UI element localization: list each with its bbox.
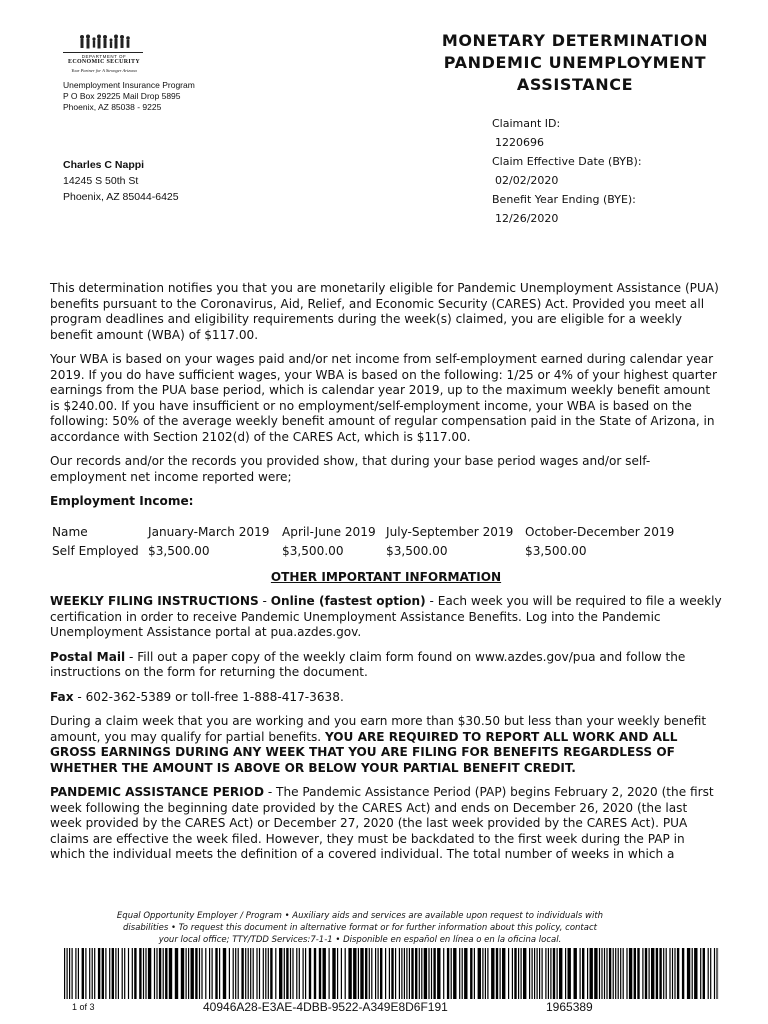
barcode-bar (181, 948, 184, 999)
weekly-filing-label: WEEKLY FILING INSTRUCTIONS (50, 594, 259, 608)
barcode-bar (92, 948, 93, 999)
barcode-bar (557, 948, 558, 999)
barcode-bar (512, 948, 513, 999)
effective-date-value: 02/02/2020 (495, 174, 559, 187)
barcode-bar (634, 948, 636, 999)
barcode-bar (532, 948, 533, 999)
barcode-bar (626, 948, 627, 999)
barcode-bar (580, 948, 581, 999)
cell-q1: $3,500.00 (148, 543, 210, 558)
barcode-bar (337, 948, 338, 999)
barcode-bar (615, 948, 616, 999)
barcode-bar (433, 948, 435, 999)
barcode-bar (215, 948, 217, 999)
barcode-bar (229, 948, 230, 999)
barcode-bar (474, 948, 475, 999)
document-barcode (64, 948, 719, 999)
barcode-bar (275, 948, 276, 999)
barcode-bar (378, 948, 379, 999)
weekly-online-label: Online (fastest option) (270, 594, 426, 608)
claim-details (492, 114, 642, 228)
barcode-bar (609, 948, 611, 999)
paragraph-partial-benefits (50, 714, 722, 776)
barcode-bar (590, 948, 593, 999)
barcode-bar (462, 948, 463, 999)
barcode-bar (102, 948, 104, 999)
footer-line-1: Equal Opportunity Employer / Program • Auxiliary aids and services are available upon request to individuals with (116, 911, 604, 921)
cell-q4: $3,500.00 (525, 543, 587, 558)
barcode-bar (409, 948, 410, 999)
barcode-bar (437, 948, 440, 999)
barcode-bar (401, 948, 402, 999)
barcode-bar (491, 948, 494, 999)
barcode-bar (145, 948, 146, 999)
barcode-bar (365, 948, 367, 999)
postal-mail-label: Postal Mail (50, 649, 126, 664)
barcode-bar (290, 948, 291, 999)
barcode-bar (453, 948, 456, 999)
barcode-bar (156, 948, 157, 999)
barcode-bar (94, 948, 95, 999)
cell-q2: $3,500.00 (282, 543, 344, 558)
document-id: 40946A28-E3AE-4DBB-9522-A349E8D6F191 (203, 1000, 448, 1014)
barcode-bar (284, 948, 285, 999)
sender-address (63, 80, 195, 113)
barcode-bar (464, 948, 467, 999)
footer-line-3: your local office; TTY/TDD Services:7-1-1 • Disponible en español en línea o en la oficina local. (158, 935, 562, 945)
barcode-bar (348, 948, 351, 999)
other-info-heading: OTHER IMPORTANT INFORMATION (270, 569, 502, 584)
sender-city: Phoenix, AZ 85038 - 9225 (63, 102, 162, 112)
barcode-bar (565, 948, 566, 999)
barcode-bar (132, 948, 133, 999)
footer-line-2: disabilities • To request this document in alternative format or for further information about this policy, contact (123, 923, 597, 933)
barcode-bar (259, 948, 260, 999)
barcode-bar (248, 948, 249, 999)
barcode-bar (447, 948, 449, 999)
barcode-bar (163, 948, 164, 999)
barcode-bar (651, 948, 654, 999)
col-header-q1: January-March 2019 (148, 524, 270, 539)
barcode-bar (700, 948, 701, 999)
barcode-bar (682, 948, 684, 999)
barcode-bar (371, 948, 372, 999)
recipient-address (63, 157, 179, 205)
title-line-2: PANDEMIC UNEMPLOYMENT (443, 53, 707, 72)
barcode-bar (82, 948, 84, 999)
barcode-bar (443, 948, 444, 999)
pap-text: - The Pandemic Assistance Period (PAP) begins February 2, 2020 (the first week following the beginning date provided by the CARES Act) and ends on December 26, 2020 (the last week provided by the CARES Act) or December 27, 2020 (the last week provided by the CARES Act). PUA claims are effective the week filed. However, they must be backdated to the first week during the PAP in which the individual meets the definition of a covered individual. The total number of weeks in which a (50, 785, 714, 861)
col-header-q4: October-December 2019 (525, 524, 675, 539)
barcode-bar (404, 948, 405, 999)
table-row (52, 542, 674, 561)
col-header-name: Name (52, 524, 88, 539)
barcode-bar (692, 948, 693, 999)
barcode-bar (710, 948, 711, 999)
paragraph-postal-mail (50, 650, 722, 681)
barcode-bar (415, 948, 417, 999)
barcode-bar (421, 948, 422, 999)
barcode-bar (620, 948, 621, 999)
barcode-bar (319, 948, 321, 999)
barcode-bar (487, 948, 488, 999)
barcode-bar (523, 948, 526, 999)
partial-benefits-text: During a claim week that you are working and you earn more than $30.50 but less than your weekly benefit amount, you may qualify for partial benefits. (50, 714, 707, 744)
barcode-bar (618, 948, 619, 999)
barcode-bar (568, 948, 571, 999)
barcode-bar (385, 948, 386, 999)
barcode-bar (112, 948, 114, 999)
des-logo-figures (78, 34, 132, 52)
barcode-bar (268, 948, 269, 999)
barcode-bar (395, 948, 396, 999)
barcode-bar (521, 948, 522, 999)
barcode-bar (559, 948, 562, 999)
income-table (52, 523, 674, 561)
barcode-bar (649, 948, 650, 999)
logo-dept-line: DEPARTMENT OF (81, 54, 127, 59)
barcode-bar (67, 948, 68, 999)
barcode-bar (716, 948, 717, 999)
recipient-city: Phoenix, AZ 85044-6425 (63, 191, 179, 203)
barcode-bar (534, 948, 535, 999)
barcode-bar (72, 948, 73, 999)
barcode-bar (714, 948, 715, 999)
barcode-bar (199, 948, 200, 999)
barcode-bar (186, 948, 187, 999)
barcode-bar (502, 948, 505, 999)
recipient-name: Charles C Nappi (63, 159, 145, 171)
barcode-bar (642, 948, 643, 999)
paragraph-pandemic-period (50, 785, 722, 863)
barcode-bar (500, 948, 501, 999)
paragraph-eligibility: This determination notifies you that you are monetarily eligible for Pandemic Unemployment Assistance (PUA) benefits pursuant to the Coronavirus, Aid, Relief, and Economic Security (CARES) Act. Provided you meet all program deadlines and eligibility requirements during the week(s) claimed, you are eligible for a weekly benefit amount (WBA) of $117.00. (50, 281, 719, 342)
claimant-id-label: Claimant ID: (492, 117, 561, 130)
barcode-bar (303, 948, 304, 999)
barcode-bar (419, 948, 420, 999)
employment-income-heading: Employment Income: (50, 494, 194, 508)
barcode-bar (253, 948, 254, 999)
barcode-bar (139, 948, 141, 999)
barcode-bar (195, 948, 197, 999)
barcode-bar (482, 948, 483, 999)
title-line-3: ASSISTANCE (516, 75, 634, 94)
barcode-bar (613, 948, 614, 999)
barcode-bar (241, 948, 243, 999)
barcode-bar (159, 948, 161, 999)
document-number: 1965389 (546, 1000, 593, 1014)
barcode-bar (209, 948, 210, 999)
barcode-bar (323, 948, 326, 999)
title-line-1: MONETARY DETERMINATION (441, 31, 709, 50)
barcode-bar (508, 948, 509, 999)
paragraph-records: Our records and/or the records you provided show, that during your base period wages and/or self-employment net income reported were; (50, 454, 651, 484)
barcode-bar (188, 948, 189, 999)
barcode-bar (496, 948, 498, 999)
weekly-dash: - (258, 594, 271, 608)
barcode-bar (256, 948, 257, 999)
barcode-bar (360, 948, 363, 999)
logo-divider (63, 52, 143, 53)
paragraph-weekly-filing (50, 594, 722, 641)
barcode-bar (165, 948, 167, 999)
barcode-bar (154, 948, 155, 999)
logo-tagline: Your Partner for A Stronger Arizona (71, 68, 137, 73)
barcode-bar (75, 948, 76, 999)
barcode-bar (128, 948, 129, 999)
barcode-bar (314, 948, 316, 999)
barcode-bar (201, 948, 202, 999)
barcode-bar (599, 948, 600, 999)
barcode-bar (212, 948, 213, 999)
barcode-bar (270, 948, 272, 999)
barcode-bar (124, 948, 125, 999)
barcode-bar (594, 948, 597, 999)
pap-label: PANDEMIC ASSISTANCE PERIOD (50, 785, 264, 799)
col-header-q2: April-June 2019 (282, 524, 376, 539)
barcode-bar (545, 948, 546, 999)
partial-benefits-warning: YOU ARE REQUIRED TO REPORT ALL WORK AND ALL GROSS EARNINGS DURING ANY WEEK THAT YOU ARE FILING FOR BENEFITS REGARDLESS OF WHETHER THE AMOUNT IS ABOVE OR BELOW YOUR PARTIAL BENEFIT CREDIT. (50, 729, 678, 775)
barcode-bar (148, 948, 151, 999)
barcode-bar (548, 948, 549, 999)
barcode-bar (514, 948, 516, 999)
barcode-bar (143, 948, 144, 999)
sender-mail: P O Box 29225 Mail Drop 5895 (63, 91, 181, 101)
barcode-bar (601, 948, 602, 999)
barcode-bar (687, 948, 690, 999)
logo-agency-name: ECONOMIC SECURITY (68, 59, 140, 65)
col-header-q3: July-September 2019 (386, 524, 514, 539)
barcode-bar (219, 948, 220, 999)
barcode-bar (537, 948, 538, 999)
barcode-bar (358, 948, 359, 999)
barcode-bar (369, 948, 370, 999)
barcode-bar (459, 948, 460, 999)
barcode-bar (233, 948, 234, 999)
barcode-bar (134, 948, 136, 999)
barcode-bar (299, 948, 300, 999)
barcode-bar (424, 948, 427, 999)
barcode-bar (550, 948, 551, 999)
barcode-bar (663, 948, 664, 999)
barcode-bar (250, 948, 251, 999)
barcode-bar (263, 948, 264, 999)
benefit-year-ending-label: Benefit Year Ending (BYE): (492, 193, 636, 206)
barcode-bar (451, 948, 452, 999)
sender-program: Unemployment Insurance Program (63, 80, 195, 90)
barcode-bar (629, 948, 632, 999)
barcode-bar (332, 948, 335, 999)
barcode-bar (478, 948, 481, 999)
cell-q3: $3,500.00 (386, 543, 448, 558)
benefit-year-ending-value: 12/26/2020 (495, 212, 559, 225)
barcode-bar (286, 948, 288, 999)
barcode-bar (606, 948, 607, 999)
barcode-bar (105, 948, 106, 999)
barcode-bar (703, 948, 705, 999)
barcode-bar (411, 948, 413, 999)
barcode-bar (391, 948, 393, 999)
barcode-bar (623, 948, 624, 999)
barcode-bar (223, 948, 226, 999)
barcode-bar (245, 948, 246, 999)
barcode-bar (389, 948, 390, 999)
barcode-bar (353, 948, 356, 999)
barcode-bar (677, 948, 679, 999)
barcode-bar (89, 948, 90, 999)
barcode-bar (341, 948, 342, 999)
barcode-bar (109, 948, 110, 999)
barcode-bar (98, 948, 100, 999)
claimant-id-value: 1220696 (495, 136, 544, 149)
fax-text: - 602-362-5389 or toll-free 1-888-417-3638. (73, 689, 344, 704)
recipient-street: 14245 S 50th St (63, 175, 139, 187)
barcode-bar (235, 948, 236, 999)
barcode-bar (329, 948, 330, 999)
barcode-bar (672, 948, 673, 999)
barcode-bar (380, 948, 382, 999)
barcode-bar (637, 948, 639, 999)
barcode-bar (305, 948, 306, 999)
barcode-bar (175, 948, 178, 999)
weekly-filing-text: - Each week you will be required to file a weekly certification in order to receive Pandemic Unemployment Assistance Benefits. Log into the Pandemic Unemployment Assistance portal at pua.azdes.gov. (50, 594, 722, 639)
barcode-bar (169, 948, 172, 999)
barcode-bar (122, 948, 123, 999)
eoe-footer (40, 910, 680, 946)
barcode-bar (659, 948, 661, 999)
barcode-bar (518, 948, 519, 999)
effective-date-label: Claim Effective Date (BYB): (492, 155, 642, 168)
barcode-bar (694, 948, 697, 999)
barcode-bar (656, 948, 658, 999)
barcode-bar (587, 948, 588, 999)
paragraph-wba-basis: Your WBA is based on your wages paid and/or net income from self-employment earned during calendar year 2019. If you do have sufficient wages, your WBA is based on the following: 1/25 or 4% of your highest quarter earnings from the PUA base period, which is calendar year 2019, up to the maximum weekly benefit amount is $240.00. If you have insufficient or no employment/self-employment income, your WBA is based on the following: 50% of the average weekly benefit amount of regular compensation paid in the State of Arizona, in accordance with Section 2102(d) of the CARES Act, which is $117.00. (50, 352, 717, 444)
barcode-bar (470, 948, 472, 999)
document-title (420, 30, 730, 96)
barcode-bar (78, 948, 79, 999)
barcode-bar (708, 948, 709, 999)
barcode-bar (205, 948, 206, 999)
barcode-bar (64, 948, 65, 999)
barcode-bar (542, 948, 543, 999)
barcode-bar (85, 948, 86, 999)
page-number: 1 of 3 (72, 1002, 95, 1012)
barcode-bar (539, 948, 540, 999)
barcode-bar (375, 948, 376, 999)
barcode-bar (399, 948, 400, 999)
barcode-bar (428, 948, 429, 999)
barcode-bar (431, 948, 432, 999)
barcode-bar (406, 948, 407, 999)
barcode-bar (191, 948, 194, 999)
barcode-bar (309, 948, 311, 999)
barcode-bar (118, 948, 119, 999)
letter-body (50, 281, 722, 872)
barcode-bar (669, 948, 670, 999)
fax-label: Fax (50, 689, 74, 704)
barcode-bar (265, 948, 266, 999)
barcode-bar (574, 948, 577, 999)
barcode-bar (604, 948, 605, 999)
barcode-bar (292, 948, 293, 999)
barcode-bar (485, 948, 486, 999)
barcode-bar (238, 948, 239, 999)
barcode-bar (279, 948, 282, 999)
table-header-row (52, 523, 674, 542)
barcode-bar (345, 948, 346, 999)
paragraph-fax (50, 690, 722, 706)
barcode-bar (666, 948, 667, 999)
barcode-bar (296, 948, 297, 999)
barcode-bar (674, 948, 675, 999)
barcode-bar (529, 948, 530, 999)
barcode-bar (69, 948, 70, 999)
barcode-bar (115, 948, 116, 999)
barcode-bar (582, 948, 584, 999)
barcode-bar (553, 948, 555, 999)
barcode-bar (645, 948, 647, 999)
postal-mail-text: - Fill out a paper copy of the weekly claim form found on www.azdes.gov/pua and follow the instructions on the form for returning the document. (50, 649, 686, 679)
cell-name: Self Employed (52, 543, 139, 558)
